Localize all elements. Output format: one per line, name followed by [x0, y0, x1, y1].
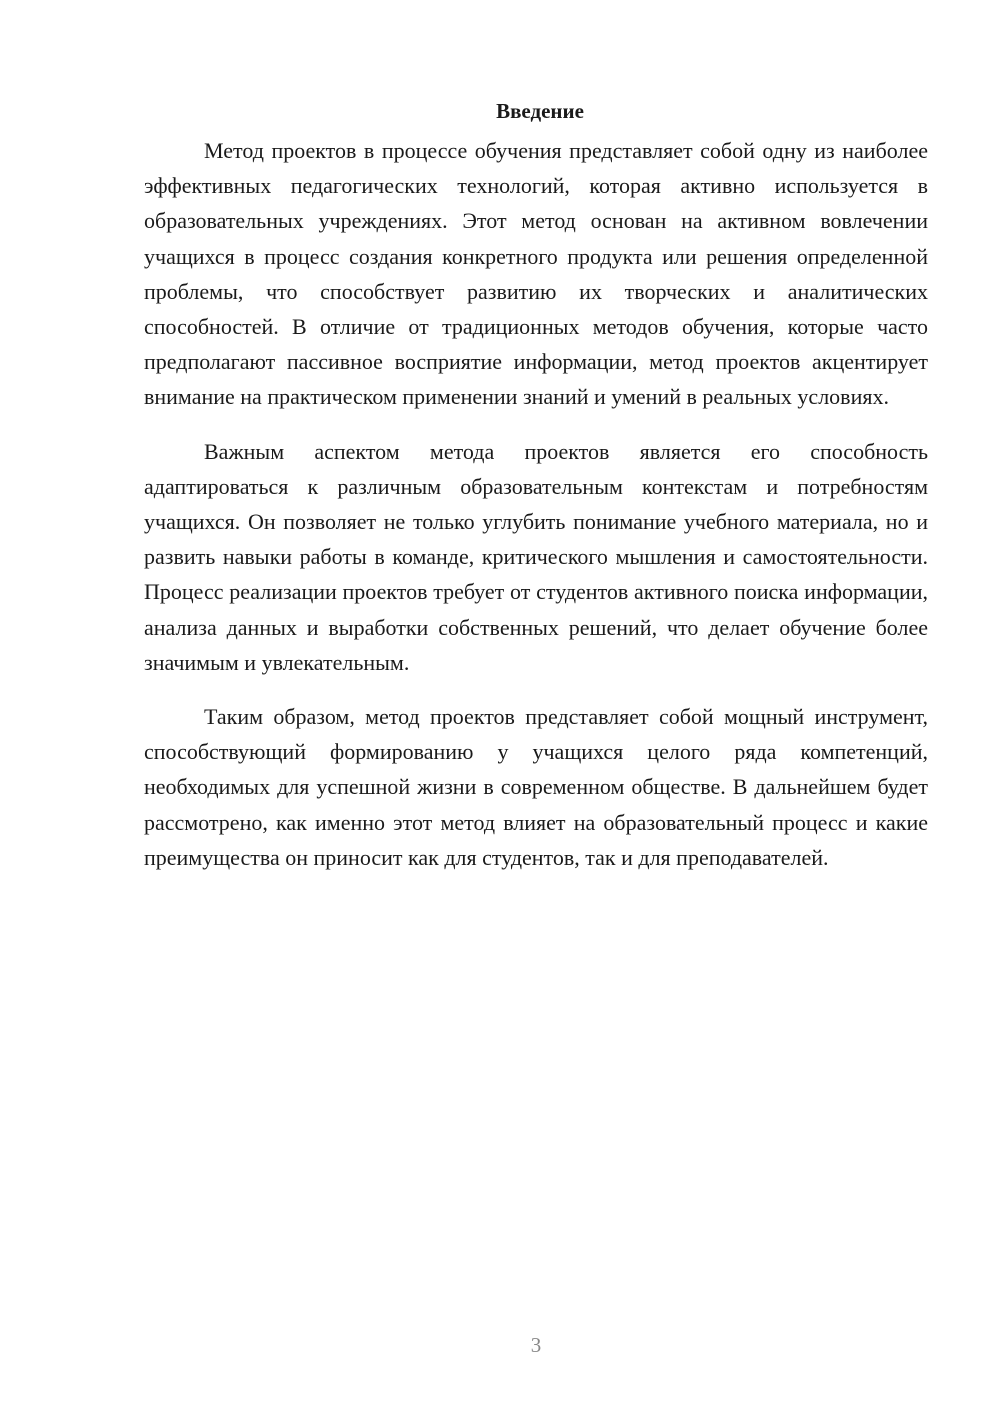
page-number: 3 — [530, 1333, 542, 1357]
paragraph-2: Важным аспектом метода проектов является его способность адаптироваться к различным образовательным контекстам и потребностям учащихся. Он позволяет не только углубить понимание учебного материала, но и развить навыки работы в команде, критического мышления и самостоятельности. Процесс реализации проектов требует от студентов активного поиска информации, анализа данных и выработки собственных решений, что делает обучение более значимым и увлекательным. — [144, 438, 928, 675]
paragraph-3: Таким образом, метод проектов представляет собой мощный инструмент, способствующий формированию у учащихся целого ряда компетенций, необходимых для успешной жизни в современном обществе. В дальнейшем будет рассмотрено, как именно этот метод влияет на образовательный процесс и какие преимущества он приносит как для студентов, так и для преподавателей. — [144, 704, 928, 870]
paragraph-1: Метод проектов в процессе обучения представляет собой одну из наиболее эффективных педагогических технологий, которая активно используется в образовательных учреждениях. Этот метод основан на активном вовлечении учащихся в процесс создания конкретного продукта или решения определенной проблемы, что способствует развитию их творческих и аналитических способностей. В отличие от традиционных методов обучения, которые часто предполагают пассивное восприятие информации, метод проектов акцентирует внимание на практическом применении знаний и умений в реальных условиях. — [144, 138, 928, 410]
page-content — [144, 95, 928, 894]
section-heading: Введение — [496, 99, 584, 123]
